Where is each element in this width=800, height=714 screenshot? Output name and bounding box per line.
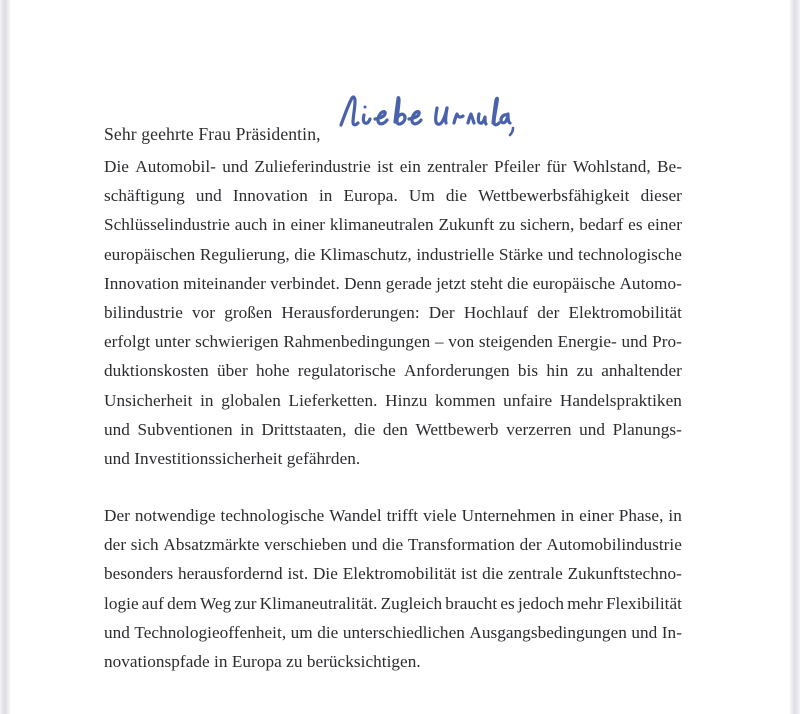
- text-line: besonders herausfordernd ist. Die Elektromobilität ist die zentrale Zukunftstechno-: [104, 564, 682, 584]
- text-line: europäischen Regulierung, die Klimaschutz, industrielle Stärke und technologische: [104, 244, 682, 264]
- text-line: Die Automobil- und Zulieferindustrie ist ein zentraler Pfeiler für Wohlstand, Be-: [104, 157, 682, 176]
- page-right-edge-shadow: [789, 0, 800, 714]
- text-line: novationspfade in Europa zu berücksichtigen.: [104, 651, 421, 671]
- text-line: und Investitionssicherheit gefährden.: [104, 448, 361, 468]
- text-line: schäftigung und Innovation in Europa. Um die Wettbewerbsfähigkeit dieser: [104, 186, 682, 206]
- text-line: duktionskosten über hohe regulatorische Anforderungen bis hin zu anhaltender: [104, 361, 682, 381]
- text-line: Schlüsselindustrie auch in einer klimaneutralen Zukunft zu sichern, bedarf es einer: [104, 215, 682, 235]
- handwritten-salutation-liebe-ursula: [337, 92, 515, 136]
- text-line: Innovation miteinander verbindet. Denn gerade jetzt steht die europäische Automo-: [104, 273, 682, 293]
- salutation-printed-text: Sehr geehrte Frau Präsidentin,: [104, 124, 321, 144]
- text-line: und Technologieoffenheit, um die unterschiedlichen Ausgangsbedingungen und In-: [104, 622, 682, 642]
- text-line: der sich Absatzmärkte verschieben und die Transformation der Automobilindustrie: [104, 535, 682, 555]
- letter-body: [104, 0, 682, 714]
- paragraph-1: [104, 152, 682, 473]
- text-line: erfolgt unter schwierigen Rahmenbedingungen – von steigenden Energie- und Pro-: [104, 332, 682, 352]
- page-left-edge-shadow: [0, 0, 11, 714]
- text-line: und Subventionen in Drittstaaten, die den Wettbewerb verzerren und Planungs-: [104, 419, 682, 439]
- text-line: Der notwendige technologische Wandel trifft viele Unternehmen in einer Phase, in: [104, 506, 682, 525]
- text-line: Unsicherheit in globalen Lieferketten. Hinzu kommen unfaire Handelspraktiken: [104, 390, 682, 410]
- text-line: logie auf dem Weg zur Klimaneutralität. Zugleich braucht es jedoch mehr Flexibilität: [104, 593, 682, 613]
- text-line: bilindustrie vor großen Herausforderungen: Der Hochlauf der Elektromobilität: [104, 302, 682, 322]
- salutation: [104, 96, 515, 144]
- paragraph-2: [104, 501, 682, 676]
